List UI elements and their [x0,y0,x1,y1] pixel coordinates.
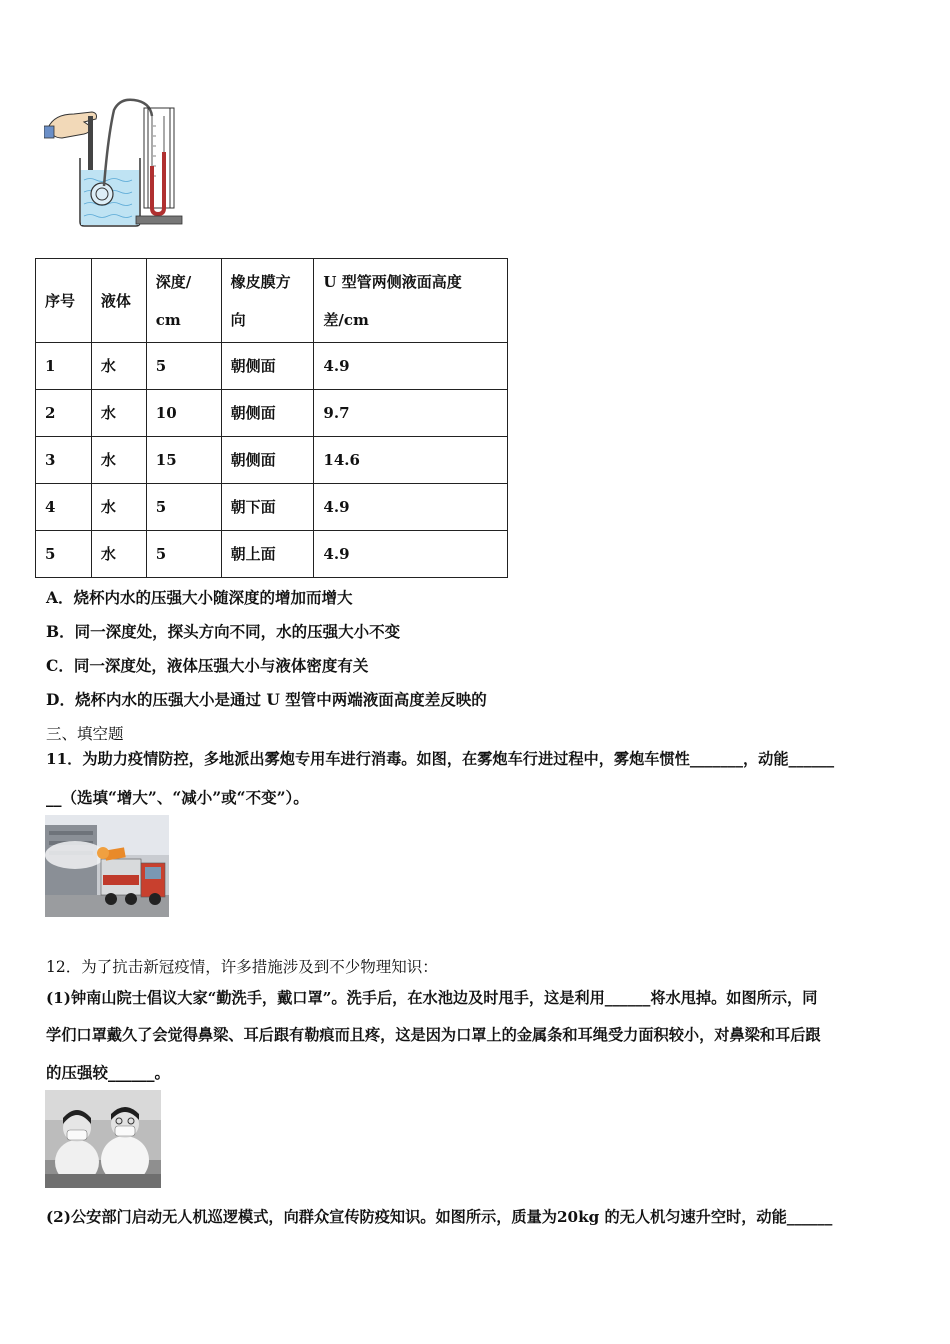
question-12-part1-line-1: (1)钟南山院士倡议大家“勤洗手，戴口罩”。洗手后，在水池边及时甩手，这是利用______将水甩掉。如图所示，同 [46,989,818,1007]
question-12-intro: 12．为了抗击新冠疫情，许多措施涉及到不少物理知识： [46,958,438,976]
section-heading: 三、填空题 [46,725,124,743]
header-cell-index: 序号 [36,259,92,343]
fog-cannon-truck-photo [45,815,169,917]
table-cell: 3 [36,437,92,484]
table-cell: 5 [146,343,221,390]
table-cell: 4 [36,484,92,531]
header-cell-depth: 深度/ cm [146,259,221,343]
table-row [36,343,508,390]
experiment-data-table [35,258,508,578]
question-11-line-1: 11．为助力疫情防控，多地派出雾炮专用车进行消毒。如图，在雾炮车行进过程中，雾炮车惯性_______，动能______ [46,750,835,768]
table-cell: 5 [36,531,92,578]
option-c: C．同一深度处，液体压强大小与液体密度有关 [46,656,369,675]
table-cell: 10 [146,390,221,437]
table-cell: 14.6 [314,437,508,484]
header-cell-height-difference: U 型管两侧液面高度 差/cm [314,259,508,343]
table-cell: 朝下面 [221,484,314,531]
pressure-apparatus-figure [44,96,194,228]
table-cell: 水 [91,343,146,390]
table-cell: 水 [91,437,146,484]
option-a: A．烧杯内水的压强大小随深度的增加而增大 [46,588,353,607]
question-12-part1-line-2: 学们口罩戴久了会觉得鼻梁、耳后跟有勒痕而且疼，这是因为口罩上的金属条和耳绳受力面积较小，对鼻梁和耳后跟 [46,1026,821,1044]
table-cell: 15 [146,437,221,484]
question-12-part2-line-1: (2)公安部门启动无人机巡逻模式，向群众宣传防疫知识。如图所示，质量为20kg 的无人机匀速升空时，动能______ [46,1208,833,1226]
option-d: D．烧杯内水的压强大小是通过 U 型管中两端液面高度差反映的 [46,690,487,709]
question-12-part1-line-3: 的压强较______。 [46,1063,171,1082]
table-cell: 1 [36,343,92,390]
table-row [36,531,508,578]
table-cell: 朝侧面 [221,343,314,390]
table-cell: 水 [91,531,146,578]
question-11-line-2: __（选填“增大”、“减小”或“不变”）。 [46,788,309,807]
header-cell-membrane-direction: 橡皮膜方 向 [221,259,314,343]
table-cell: 4.9 [314,343,508,390]
table-cell: 2 [36,390,92,437]
table-cell: 5 [146,531,221,578]
table-cell: 4.9 [314,531,508,578]
table-cell: 朝侧面 [221,390,314,437]
table-cell: 水 [91,390,146,437]
table-cell: 朝上面 [221,531,314,578]
option-b: B．同一深度处，探头方向不同，水的压强大小不变 [46,622,401,641]
table-cell: 水 [91,484,146,531]
table-row [36,390,508,437]
table-row [36,484,508,531]
table-header-row [36,259,508,343]
table-cell: 5 [146,484,221,531]
table-cell: 朝侧面 [221,437,314,484]
table-cell: 9.7 [314,390,508,437]
table-row [36,437,508,484]
students-wearing-masks-photo [45,1090,161,1188]
table-cell: 4.9 [314,484,508,531]
header-cell-liquid: 液体 [91,259,146,343]
